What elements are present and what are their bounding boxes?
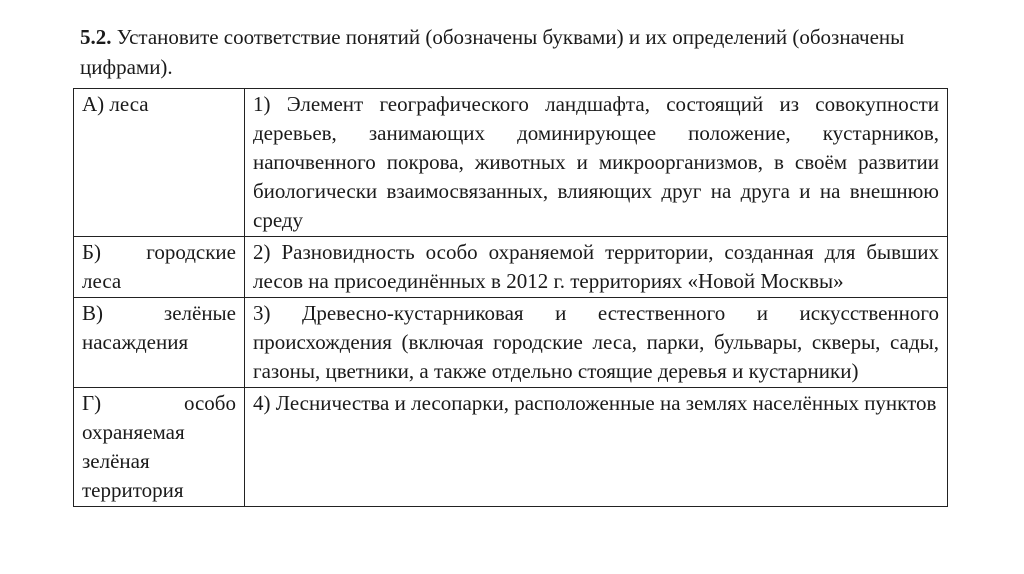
term-cell: А) леса	[74, 89, 245, 237]
definition-cell: 4) Лесничества и лесопарки, расположенные на землях населённых пунктов	[245, 388, 948, 507]
table-row	[74, 298, 948, 388]
term-cell: Г) особо охраняемая зелёная территория	[74, 388, 245, 507]
term-cell: Б) городские леса	[74, 237, 245, 298]
definition-cell: 1) Элемент географического ландшафта, состоящий из совокупности деревьев, занимающих доминирующее положение, кустарников, напочвенного покрова, животных и микроорганизмов, в своём развитии биологически взаимосвязанных, влияющих друг на друга и на внешнюю среду	[245, 89, 948, 237]
task-statement	[80, 22, 960, 82]
term-cell: В) зелёные насаждения	[74, 298, 245, 388]
task-number: 5.2.	[80, 25, 112, 49]
table-row	[74, 388, 948, 507]
table-row	[74, 89, 948, 237]
matching-table	[73, 88, 948, 507]
task-text: Установите соответствие понятий (обозначены буквами) и их определений (обозначены цифрами).	[80, 25, 905, 79]
definition-cell: 3) Древесно-кустарниковая и естественного и искусственного происхождения (включая городские леса, парки, бульвары, скверы, сады, газоны, цветники, а также отдельно стоящие деревья и кустарники)	[245, 298, 948, 388]
table-row	[74, 237, 948, 298]
definition-cell: 2) Разновидность особо охраняемой территории, созданная для бывших лесов на присоединённых в 2012 г. территориях «Новой Москвы»	[245, 237, 948, 298]
